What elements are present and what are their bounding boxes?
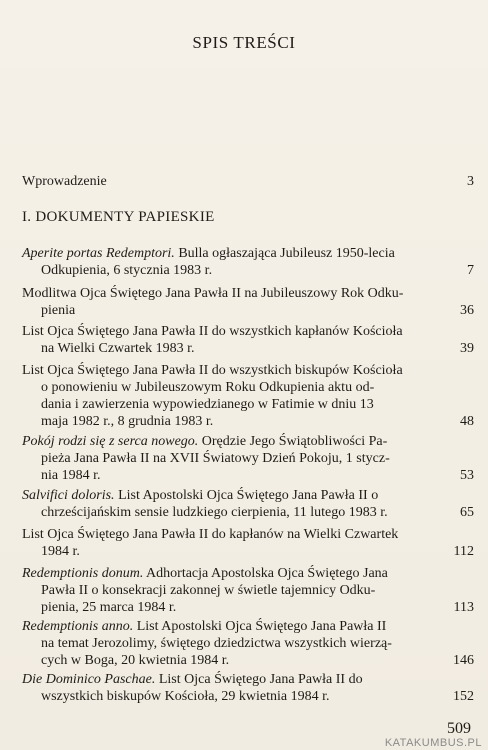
toc-entry-page: 36 [460,303,474,318]
toc-entry [22,285,474,319]
toc-entry-text: Adhortacja Apostolska Ojca Świętego Jana [143,566,388,581]
toc-entry-page: 48 [460,414,474,429]
toc-entry-page: 113 [453,600,474,615]
toc-intro [22,174,474,190]
toc-entry [22,245,474,279]
toc-entry-cont: o ponowieniu w Jubileuszowym Roku Odkupienia aktu od- dania i zawierzenia wypowiedzianego w Fatimie w dniu 13 maja 1982 r., 8 grudnia 1983 r. [41,380,375,429]
toc-entry [22,565,474,616]
toc-intro-page: 3 [467,174,474,189]
toc-entry-page: 112 [453,544,474,559]
toc-entry-cont: na temat Jerozolimy, świętego dziedzictwa wszystkich wierzą- cych w Boga, 20 kwietnia 1984 r. [41,636,392,668]
toc-entry-cont: Odkupienia, 6 stycznia 1983 r. [41,263,213,278]
toc-entry-cont: pieża Jana Pawła II na XVII Światowy Dzień Pokoju, 1 stycz- nia 1984 r. [41,451,390,483]
toc-entry-cont: chrześcijańskim sensie ludzkiego cierpienia, 11 lutego 1983 r. [41,505,388,520]
toc-entry-page: 53 [460,468,474,483]
toc-entry [22,526,474,560]
toc-entry-text: List Ojca Świętego Jana Pawła II do wszystkich kapłanów Kościoła [22,324,403,339]
toc-entry-italic: Aperite portas Redemptori. [22,246,175,261]
watermark: KATAKUMBUS.PL [384,737,482,749]
toc-entry-italic: Die Dominico Paschae. [22,672,156,687]
toc-entry-text: List Apostolski Ojca Świętego Jana Pawła II o [114,488,379,503]
toc-entry-text: Orędzie Jego Świątobliwości Pa- [198,434,388,449]
toc-intro-label: Wprowadzenie [22,174,107,189]
toc-entry [22,362,474,430]
folio-page-number: 509 [447,720,471,737]
toc-entry-cont: na Wielki Czwartek 1983 r. [41,341,195,356]
toc-entry-text: List Apostolski Ojca Świętego Jana Pawła II [133,619,387,634]
toc-entry-text: List Ojca Świętego Jana Pawła II do kapłanów na Wielki Czwartek [22,527,399,542]
toc-entry-cont: Pawła II o konsekracji zakonnej w świetle tajemnicy Odku- pienia, 25 marca 1984 r. [41,583,376,615]
toc-entry-italic: Pokój rodzi się z serca nowego. [22,434,199,449]
toc-entry-page: 146 [453,653,474,668]
toc-entry-page: 152 [453,689,474,704]
toc-entry [22,671,474,705]
toc-entry [22,433,474,484]
toc-entry-cont: pienia [41,303,76,318]
page-title: SPIS TREŚCI [192,33,296,52]
toc-entry [22,323,474,357]
section-heading: I. DOKUMENTY PAPIESKIE [22,209,215,225]
toc-entry-cont: 1984 r. [41,544,80,559]
toc-entry-italic: Redemptionis donum. [22,566,144,581]
toc-entry-page: 39 [460,341,474,356]
toc-entry [22,618,474,669]
toc-entry-text: Bulla ogłaszająca Jubileusz 1950-lecia [174,246,395,261]
toc-entry-cont: wszystkich biskupów Kościoła, 29 kwietnia 1984 r. [41,689,330,704]
toc-entry-italic: Redemptionis anno. [22,619,134,634]
toc-entry-text: List Ojca Świętego Jana Pawła II do [155,672,363,687]
toc-entry-text: List Ojca Świętego Jana Pawła II do wszystkich biskupów Kościoła [22,363,403,378]
toc-entry-page: 65 [460,505,474,520]
toc-entry [22,487,474,521]
toc-entry-page: 7 [467,263,474,278]
toc-entry-italic: Salvifici doloris. [22,488,115,503]
toc-entry-text: Modlitwa Ojca Świętego Jana Pawła II na Jubileuszowy Rok Odku- [22,286,404,301]
